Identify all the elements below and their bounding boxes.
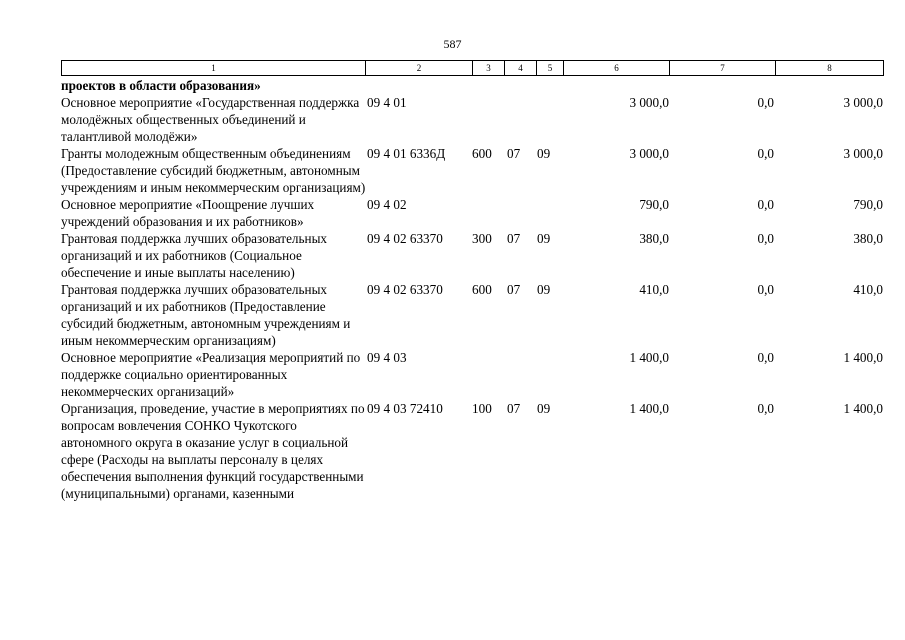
row-value-8: 1 400,0 — [843, 350, 883, 365]
row-value-7: 0,0 — [757, 197, 774, 212]
row-value-7: 0,0 — [757, 282, 774, 297]
row-name: Грантовая поддержка лучших образовательных организаций и их работников (Социальное обеспечение и иные выплаты населению) — [61, 231, 328, 280]
table-row — [61, 196, 885, 230]
header-col-2: 2 — [366, 61, 473, 76]
row-value-7: 0,0 — [757, 401, 774, 416]
row-name: Основное мероприятие «Реализация мероприятий по поддержке социально ориентированных некоммерческих организаций» — [61, 350, 361, 399]
header-col-8: 8 — [776, 61, 884, 76]
row-value-6: 3 000,0 — [629, 146, 669, 161]
row-target-code: 09 4 01 6336Д — [367, 146, 446, 161]
row-value-6: 3 000,0 — [629, 95, 669, 110]
table-row — [61, 349, 885, 400]
row-name: проектов в области образования» — [61, 78, 261, 93]
row-expense-type: 600 — [472, 146, 492, 161]
row-name: Грантовая поддержка лучших образовательных организаций и их работников (Предоставление субсидий бюджетным, автономным учреждениям и иным некоммерческим организациям) — [61, 282, 351, 348]
row-target-code: 09 4 02 63370 — [367, 231, 443, 246]
row-value-8: 3 000,0 — [843, 146, 883, 161]
row-target-code: 09 4 02 63370 — [367, 282, 443, 297]
row-expense-type: 300 — [472, 231, 492, 246]
header-col-4: 4 — [505, 61, 537, 76]
table-row — [61, 145, 885, 196]
row-subsection: 09 — [537, 231, 551, 246]
row-value-6: 1 400,0 — [629, 401, 669, 416]
row-target-code: 09 4 02 — [367, 197, 407, 212]
row-target-code: 09 4 01 — [367, 95, 407, 110]
row-name: Основное мероприятие «Государственная поддержка молодёжных общественных объединений и талантливой молодёжи» — [61, 95, 360, 144]
column-number-header — [61, 60, 884, 76]
header-col-7: 7 — [670, 61, 776, 76]
row-section: 07 — [507, 282, 521, 297]
row-value-6: 380,0 — [639, 231, 669, 246]
row-section: 07 — [507, 231, 521, 246]
row-value-8: 380,0 — [853, 231, 883, 246]
row-value-6: 1 400,0 — [629, 350, 669, 365]
table-row — [61, 281, 885, 349]
row-value-6: 790,0 — [639, 197, 669, 212]
header-col-5: 5 — [537, 61, 564, 76]
table-row — [61, 400, 885, 502]
row-target-code: 09 4 03 72410 — [367, 401, 443, 416]
header-col-3: 3 — [473, 61, 505, 76]
row-subsection: 09 — [537, 401, 551, 416]
table-row — [61, 77, 885, 94]
row-value-8: 790,0 — [853, 197, 883, 212]
row-value-7: 0,0 — [757, 146, 774, 161]
row-value-7: 0,0 — [757, 231, 774, 246]
page-number: 587 — [443, 37, 462, 51]
header-col-1: 1 — [62, 61, 366, 76]
row-value-7: 0,0 — [757, 350, 774, 365]
row-target-code: 09 4 03 — [367, 350, 407, 365]
row-name: Гранты молодежным общественным объединениям (Предоставление субсидий бюджетным, автономным учреждениям и иным некоммерческим организациям) — [61, 146, 366, 195]
row-subsection: 09 — [537, 146, 551, 161]
row-name: Организация, проведение, участие в мероприятиях по вопросам вовлечения СОНКО Чукотского автономного округа в оказание услуг в социальной сфере (Расходы на выплаты персоналу в целях обеспечения выполнения функций государственными (муниципальными) органами, казенными — [61, 401, 365, 501]
row-value-8: 3 000,0 — [843, 95, 883, 110]
row-section: 07 — [507, 146, 521, 161]
row-value-7: 0,0 — [757, 95, 774, 110]
row-value-6: 410,0 — [639, 282, 669, 297]
row-name: Основное мероприятие «Поощрение лучших учреждений образования и их работников» — [61, 197, 315, 229]
row-value-8: 1 400,0 — [843, 401, 883, 416]
row-section: 07 — [507, 401, 521, 416]
budget-rows — [61, 77, 885, 502]
row-value-8: 410,0 — [853, 282, 883, 297]
table-row — [61, 230, 885, 281]
row-expense-type: 600 — [472, 282, 492, 297]
header-col-6: 6 — [564, 61, 670, 76]
row-expense-type: 100 — [472, 401, 492, 416]
table-row — [61, 94, 885, 145]
row-subsection: 09 — [537, 282, 551, 297]
